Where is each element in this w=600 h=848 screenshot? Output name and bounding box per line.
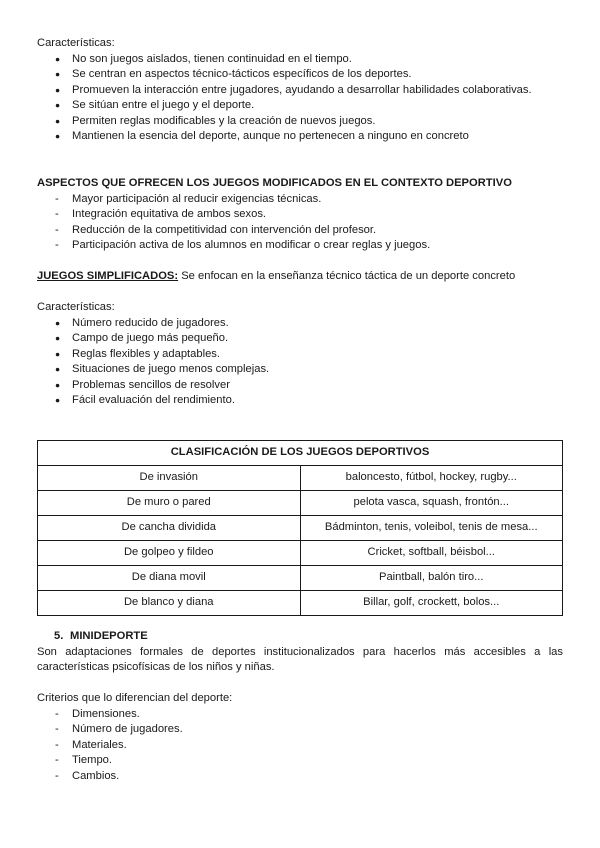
table-row xyxy=(38,491,563,516)
list-item: ● Se centran en aspectos técnico-tácticos específicos de los deportes. xyxy=(37,67,563,83)
minideporte-criterios xyxy=(37,691,563,784)
table-row xyxy=(38,541,563,566)
table-cell-tipo: De cancha dividida xyxy=(38,516,301,541)
modificados-caracteristicas xyxy=(37,36,563,145)
list-item: - Cambios. xyxy=(37,769,563,785)
caracteristicas-label: Características: xyxy=(37,37,115,49)
list-item: - Participación activa de los alumnos en modificar o crear reglas y juegos. xyxy=(37,238,563,254)
list-item: ● Situaciones de juego menos complejas. xyxy=(37,362,563,378)
simplificados-list xyxy=(37,316,563,409)
table-cell-ejemplos: Billar, golf, crockett, bolos... xyxy=(300,591,563,616)
list-item: - Mayor participación al reducir exigencias técnicas. xyxy=(37,192,563,208)
table-cell-tipo: De blanco y diana xyxy=(38,591,301,616)
list-item: ● Fácil evaluación del rendimiento. xyxy=(37,393,563,409)
table-title: CLASIFICACIÓN DE LOS JUEGOS DEPORTIVOS xyxy=(38,441,563,466)
simplificados-description: Se enfocan en la enseñanza técnico táctica de un deporte concreto xyxy=(178,270,516,282)
aspectos-section xyxy=(37,176,563,254)
table-row xyxy=(38,566,563,591)
list-item: - Reducción de la competitividad con intervención del profesor. xyxy=(37,223,563,239)
table-cell-tipo: De invasión xyxy=(38,466,301,491)
list-item: - Dimensiones. xyxy=(37,707,563,723)
clasificacion-table xyxy=(37,440,563,616)
table-cell-ejemplos: Paintball, balón tiro... xyxy=(300,566,563,591)
table-header-row xyxy=(38,441,563,466)
table-cell-tipo: De diana movil xyxy=(38,566,301,591)
minideporte-heading-line xyxy=(37,629,563,645)
list-item: ● Número reducido de jugadores. xyxy=(37,316,563,332)
simplificados-heading: JUEGOS SIMPLIFICADOS: xyxy=(37,270,179,282)
list-item: ● Permiten reglas modificables y la creación de nuevos juegos. xyxy=(37,114,563,130)
list-item: ● Problemas sencillos de resolver xyxy=(37,378,563,394)
table-row xyxy=(38,591,563,616)
criterios-list xyxy=(37,707,563,785)
table-cell-ejemplos: Cricket, softball, béisbol... xyxy=(300,541,563,566)
list-item: ● Campo de juego más pequeño. xyxy=(37,331,563,347)
table-row xyxy=(38,466,563,491)
table-cell-ejemplos: pelota vasca, squash, frontón... xyxy=(300,491,563,516)
section-number: 5. xyxy=(54,630,64,642)
table-cell-ejemplos: Bádminton, tenis, voleibol, tenis de mesa... xyxy=(300,516,563,541)
list-item: - Materiales. xyxy=(37,738,563,754)
simplificados-section xyxy=(37,269,563,285)
aspectos-list xyxy=(37,192,563,254)
minideporte-section xyxy=(37,629,563,676)
minideporte-heading: MINIDEPORTE xyxy=(70,630,148,642)
simplificados-caracteristicas xyxy=(37,300,563,409)
table-cell-tipo: De golpeo y fildeo xyxy=(38,541,301,566)
table-row xyxy=(38,516,563,541)
modificados-list xyxy=(37,52,563,145)
criterios-label: Criterios que lo diferencian del deporte: xyxy=(37,692,233,704)
list-item: ● Reglas flexibles y adaptables. xyxy=(37,347,563,363)
list-item: ● Mantienen la esencia del deporte, aunque no pertenecen a ninguno en concreto xyxy=(37,129,563,145)
list-item: - Tiempo. xyxy=(37,753,563,769)
list-item: - Integración equitativa de ambos sexos. xyxy=(37,207,563,223)
list-item: ● Se sitúan entre el juego y el deporte. xyxy=(37,98,563,114)
table-cell-tipo: De muro o pared xyxy=(38,491,301,516)
list-item: ● No son juegos aislados, tienen continuidad en el tiempo. xyxy=(37,52,563,68)
simplificados-intro xyxy=(37,269,563,285)
list-item: ● Promueven la interacción entre jugadores, ayudando a desarrollar habilidades colaborativas. xyxy=(37,83,563,99)
minideporte-paragraph: Son adaptaciones formales de deportes institucionalizados para hacerlos más accesibles a las características psicofísicas de los niños y niñas. xyxy=(37,645,563,673)
list-item: - Número de jugadores. xyxy=(37,722,563,738)
caracteristicas-label: Características: xyxy=(37,301,115,313)
table-cell-ejemplos: baloncesto, fútbol, hockey, rugby... xyxy=(300,466,563,491)
aspectos-heading: ASPECTOS QUE OFRECEN LOS JUEGOS MODIFICADOS EN EL CONTEXTO DEPORTIVO xyxy=(37,177,512,189)
